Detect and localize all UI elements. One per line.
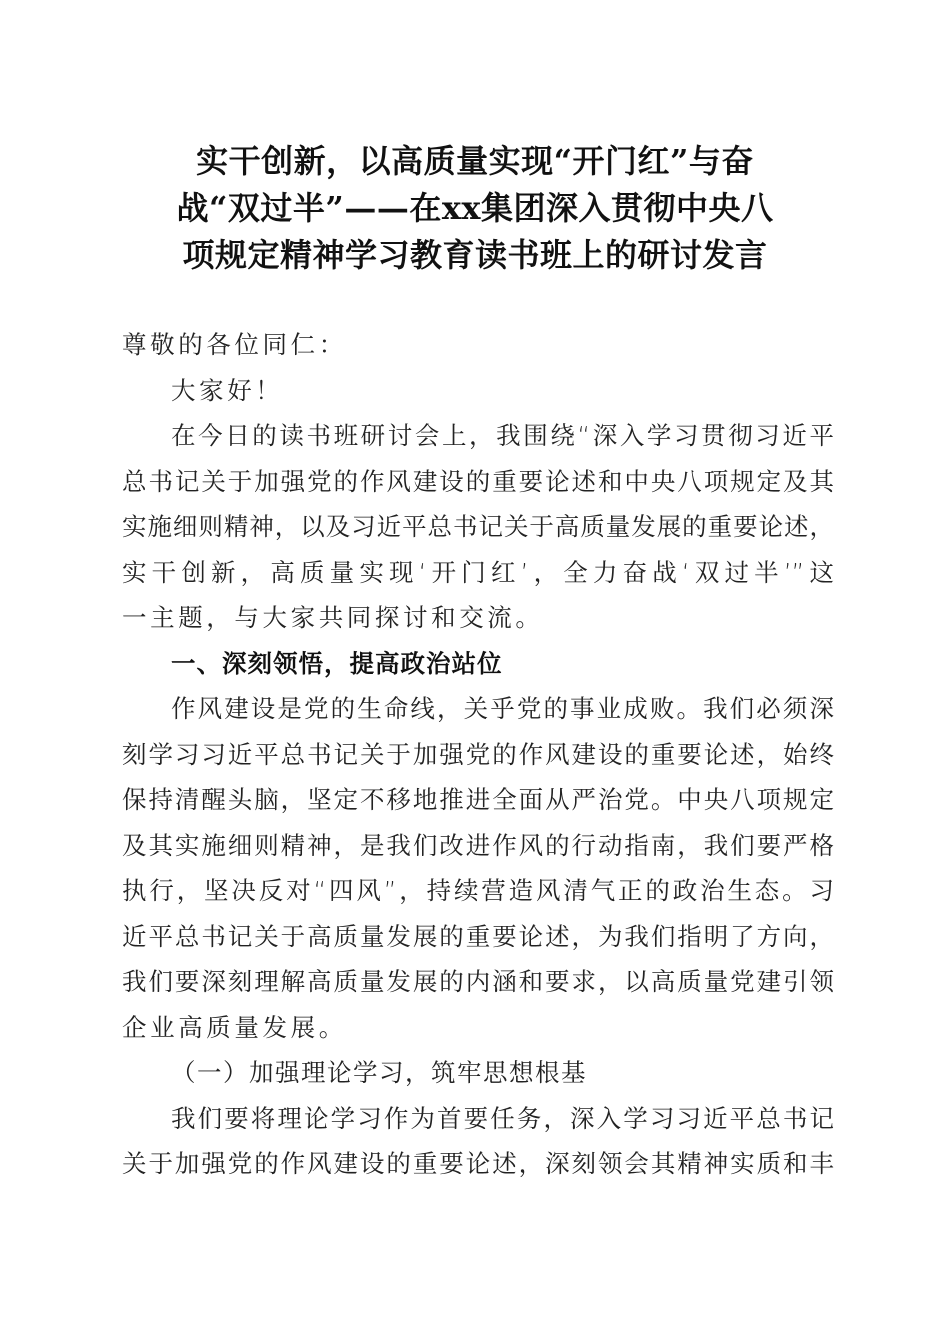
paragraph-line: 一主题，与大家共同探讨和交流。 [122, 603, 544, 632]
paragraph-line: 企业高质量发展。 [122, 1012, 347, 1042]
title-line: 战“双过半”——在xx集团深入贯彻中央八 [176, 189, 774, 227]
paragraph-line: 作风建设是党的生命线，关乎党的事业成败。我们必须深 [171, 694, 834, 723]
section-heading: 一、深刻领悟，提高政治站位 [171, 648, 503, 678]
paragraph-line: 执行，坚决反对“四风”，持续营造风清气正的政治生态。习 [122, 876, 834, 905]
paragraph-line: 总书记关于加强党的作风建设的重要论述和中央八项规定及其 [122, 466, 834, 496]
paragraph-line: 我们要将理论学习作为首要任务，深入学习习近平总书记 [171, 1103, 834, 1133]
section1-paragraph [122, 686, 834, 1050]
paragraph-line: 我们要深刻理解高质量发展的内涵和要求，以高质量党建引领 [122, 967, 834, 996]
title-line: 实干创新，以高质量实现“开门红”与奋 [196, 142, 754, 180]
paragraph-line: 刻学习习近平总书记关于加强党的作风建设的重要论述，始终 [122, 739, 834, 769]
paragraph-line: 实干创新，高质量实现‘开门红’，全力奋战‘双过半’”这 [122, 557, 834, 587]
paragraph-line: 在今日的读书班研讨会上，我围绕“深入学习贯彻习近平 [171, 421, 834, 450]
paragraph-line: 关于加强党的作风建设的重要论述，深刻领会其精神实质和丰 [122, 1149, 834, 1178]
document-title [0, 138, 950, 279]
salutation: 尊敬的各位同仁： [122, 330, 347, 359]
document-body [122, 322, 834, 1187]
paragraph-line: 及其实施细则精神，是我们改进作风的行动指南，我们要严格 [122, 830, 834, 860]
paragraph-line: 近平总书记关于高质量发展的重要论述，为我们指明了方向， [122, 921, 834, 951]
greeting: 大家好！ [171, 375, 284, 405]
title-line: 项规定精神学习教育读书班上的研讨发言 [182, 236, 768, 274]
subsection1-paragraph [122, 1096, 834, 1187]
paragraph-line: 实施细则精神，以及习近平总书记关于高质量发展的重要论述， [122, 512, 834, 541]
subsection-heading: （一）加强理论学习，筑牢思想根基 [171, 1058, 587, 1087]
paragraph-line: 保持清醒头脑，坚定不移地推进全面从严治党。中央八项规定 [122, 785, 834, 814]
intro-paragraph [122, 413, 834, 641]
